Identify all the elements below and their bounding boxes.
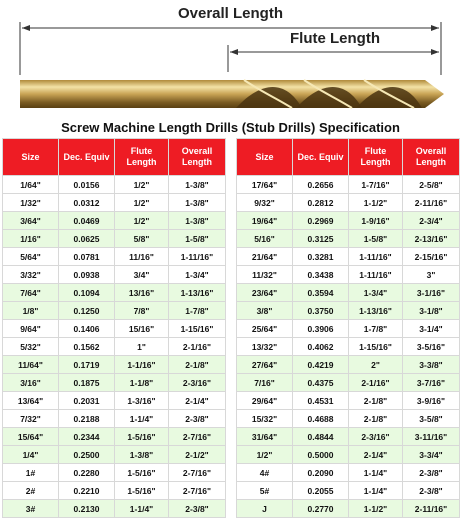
cell-flute-length: 1-7/8" [349,320,403,338]
cell-overall-length: 2-3/4" [403,212,460,230]
cell-overall-length: 1-3/8" [169,176,226,194]
cell-size: 25/64" [237,320,293,338]
table-row [3,230,226,248]
cell-size: 1/2" [237,446,293,464]
cell-dec-equiv: 0.2812 [293,194,349,212]
cell-dec-equiv: 0.3750 [293,302,349,320]
cell-flute-length: 1-1/4" [349,482,403,500]
cell-size: 7/16" [237,374,293,392]
cell-overall-length: 3-1/16" [403,284,460,302]
cell-flute-length: 1-11/16" [349,248,403,266]
cell-size: 15/32" [237,410,293,428]
cell-dec-equiv: 0.1406 [59,320,115,338]
cell-dec-equiv: 0.0156 [59,176,115,194]
cell-overall-length: 2-7/16" [169,428,226,446]
cell-dec-equiv: 0.0625 [59,230,115,248]
cell-dec-equiv: 0.3281 [293,248,349,266]
cell-flute-length: 2-1/8" [349,392,403,410]
table-row [3,320,226,338]
table-row [237,392,460,410]
cell-size: 7/32" [3,410,59,428]
cell-dec-equiv: 0.2770 [293,500,349,518]
cell-size: 1/8" [3,302,59,320]
cell-flute-length: 2" [349,356,403,374]
table-row [237,338,460,356]
cell-dec-equiv: 0.2055 [293,482,349,500]
cell-size: 15/64" [3,428,59,446]
cell-overall-length: 2-11/16" [403,194,460,212]
table-row [237,284,460,302]
cell-overall-length: 1-7/8" [169,302,226,320]
cell-overall-length: 1-3/4" [169,266,226,284]
cell-overall-length: 1-11/16" [169,248,226,266]
cell-size: 5/32" [3,338,59,356]
header-flute-length: Flute Length [115,139,169,176]
table-row [3,500,226,518]
table-row [237,266,460,284]
table-row [237,482,460,500]
cell-overall-length: 2-7/16" [169,464,226,482]
table-row [3,464,226,482]
cell-dec-equiv: 0.3906 [293,320,349,338]
cell-flute-length: 1-1/16" [115,356,169,374]
table-row [3,266,226,284]
cell-dec-equiv: 0.2280 [59,464,115,482]
cell-overall-length: 2-3/16" [169,374,226,392]
cell-dec-equiv: 0.2188 [59,410,115,428]
cell-flute-length: 1-1/8" [115,374,169,392]
table-row [237,410,460,428]
flute-length-label: Flute Length [290,30,380,47]
cell-dec-equiv: 0.2500 [59,446,115,464]
cell-dec-equiv: 0.2656 [293,176,349,194]
cell-flute-length: 1-5/16" [115,464,169,482]
cell-size: J [237,500,293,518]
flute-length-dimension [228,45,439,72]
cell-dec-equiv: 0.3438 [293,266,349,284]
cell-overall-length: 3-5/8" [403,410,460,428]
cell-overall-length: 1-15/16" [169,320,226,338]
table-row [237,176,460,194]
cell-overall-length: 3-3/8" [403,356,460,374]
cell-overall-length: 2-1/2" [169,446,226,464]
cell-overall-length: 1-3/8" [169,194,226,212]
cell-flute-length: 1-5/16" [115,428,169,446]
header-dec-equiv: Dec. Equiv [59,139,115,176]
cell-overall-length: 2-3/8" [403,482,460,500]
cell-overall-length: 3-3/4" [403,446,460,464]
cell-flute-length: 1-13/16" [349,302,403,320]
cell-flute-length: 1/2" [115,212,169,230]
cell-overall-length: 2-3/8" [169,410,226,428]
cell-size: 1/16" [3,230,59,248]
cell-dec-equiv: 0.1250 [59,302,115,320]
cell-flute-length: 1-1/2" [349,500,403,518]
cell-overall-length: 1-5/8" [169,230,226,248]
cell-flute-length: 1-5/8" [349,230,403,248]
cell-flute-length: 1-1/4" [115,500,169,518]
cell-dec-equiv: 0.0938 [59,266,115,284]
cell-size: 3/16" [3,374,59,392]
cell-overall-length: 3" [403,266,460,284]
cell-size: 31/64" [237,428,293,446]
cell-size: 9/32" [237,194,293,212]
header-size: Size [237,139,293,176]
cell-size: 7/64" [3,284,59,302]
table-row [237,212,460,230]
cell-dec-equiv: 0.1562 [59,338,115,356]
cell-overall-length: 3-1/8" [403,302,460,320]
cell-flute-length: 1-1/4" [115,410,169,428]
cell-size: 17/64" [237,176,293,194]
cell-overall-length: 3-9/16" [403,392,460,410]
table-row [3,356,226,374]
cell-overall-length: 2-5/8" [403,176,460,194]
cell-size: 11/32" [237,266,293,284]
cell-size: 3/32" [3,266,59,284]
table-row [3,482,226,500]
cell-overall-length: 3-5/16" [403,338,460,356]
cell-size: 5# [237,482,293,500]
overall-length-dimension [20,22,441,75]
table-row [3,374,226,392]
table-row [3,338,226,356]
cell-dec-equiv: 0.4219 [293,356,349,374]
cell-dec-equiv: 0.4844 [293,428,349,446]
cell-dec-equiv: 0.2210 [59,482,115,500]
table-row [237,230,460,248]
cell-size: 3# [3,500,59,518]
cell-overall-length: 1-13/16" [169,284,226,302]
cell-flute-length: 1-15/16" [349,338,403,356]
table-row [237,248,460,266]
cell-flute-length: 1" [115,338,169,356]
cell-dec-equiv: 0.3594 [293,284,349,302]
cell-flute-length: 2-1/16" [349,374,403,392]
table-row [237,464,460,482]
cell-flute-length: 2-3/16" [349,428,403,446]
cell-size: 5/64" [3,248,59,266]
cell-dec-equiv: 0.2969 [293,212,349,230]
cell-flute-length: 1-5/16" [115,482,169,500]
cell-dec-equiv: 0.4531 [293,392,349,410]
cell-size: 3/64" [3,212,59,230]
cell-flute-length: 1-3/16" [115,392,169,410]
header-overall-length: Overall Length [403,139,460,176]
cell-size: 3/8" [237,302,293,320]
cell-size: 13/32" [237,338,293,356]
cell-overall-length: 2-3/8" [403,464,460,482]
cell-flute-length: 1-7/16" [349,176,403,194]
cell-size: 13/64" [3,392,59,410]
cell-overall-length: 3-11/16" [403,428,460,446]
table-row [3,302,226,320]
drill-bit-image [20,80,444,108]
header-dec-equiv: Dec. Equiv [293,139,349,176]
cell-size: 5/16" [237,230,293,248]
cell-overall-length: 2-15/16" [403,248,460,266]
cell-flute-length: 2-1/8" [349,410,403,428]
table-row [3,446,226,464]
cell-dec-equiv: 0.0469 [59,212,115,230]
cell-dec-equiv: 0.2130 [59,500,115,518]
spec-table-left [2,138,226,518]
cell-flute-length: 1-3/4" [349,284,403,302]
cell-dec-equiv: 0.1719 [59,356,115,374]
cell-flute-length: 1/2" [115,176,169,194]
table-row [237,320,460,338]
header-overall-length: Overall Length [169,139,226,176]
cell-size: 4# [237,464,293,482]
cell-size: 21/64" [237,248,293,266]
cell-overall-length: 2-1/8" [169,356,226,374]
table-row [237,374,460,392]
cell-flute-length: 1-9/16" [349,212,403,230]
table-row [3,194,226,212]
cell-flute-length: 2-1/4" [349,446,403,464]
cell-size: 29/64" [237,392,293,410]
cell-dec-equiv: 0.4688 [293,410,349,428]
table-row [237,446,460,464]
table-row [237,356,460,374]
cell-flute-length: 5/8" [115,230,169,248]
header-size: Size [3,139,59,176]
cell-dec-equiv: 0.3125 [293,230,349,248]
table-row [3,248,226,266]
cell-size: 1# [3,464,59,482]
table-row [3,212,226,230]
table-row [3,410,226,428]
cell-dec-equiv: 0.4375 [293,374,349,392]
cell-dec-equiv: 0.4062 [293,338,349,356]
cell-dec-equiv: 0.2031 [59,392,115,410]
cell-size: 1/64" [3,176,59,194]
cell-size: 1/32" [3,194,59,212]
cell-overall-length: 3-1/4" [403,320,460,338]
cell-dec-equiv: 0.5000 [293,446,349,464]
cell-flute-length: 1/2" [115,194,169,212]
drill-diagram [0,0,461,120]
cell-size: 19/64" [237,212,293,230]
cell-flute-length: 1-3/8" [115,446,169,464]
table-row [237,500,460,518]
cell-size: 27/64" [237,356,293,374]
cell-dec-equiv: 0.0781 [59,248,115,266]
table-row [3,284,226,302]
cell-overall-length: 2-3/8" [169,500,226,518]
table-row [237,428,460,446]
cell-flute-length: 15/16" [115,320,169,338]
cell-flute-length: 11/16" [115,248,169,266]
cell-overall-length: 3-7/16" [403,374,460,392]
cell-flute-length: 3/4" [115,266,169,284]
cell-dec-equiv: 0.1094 [59,284,115,302]
cell-dec-equiv: 0.2090 [293,464,349,482]
spec-table-right [236,138,460,518]
cell-size: 11/64" [3,356,59,374]
table-row [3,392,226,410]
table-row [3,176,226,194]
cell-flute-length: 1-11/16" [349,266,403,284]
cell-size: 1/4" [3,446,59,464]
cell-flute-length: 7/8" [115,302,169,320]
table-row [237,302,460,320]
cell-dec-equiv: 0.2344 [59,428,115,446]
cell-flute-length: 1-1/4" [349,464,403,482]
cell-size: 2# [3,482,59,500]
cell-overall-length: 2-1/16" [169,338,226,356]
cell-size: 9/64" [3,320,59,338]
table-row [3,428,226,446]
cell-size: 23/64" [237,284,293,302]
cell-overall-length: 2-1/4" [169,392,226,410]
cell-flute-length: 13/16" [115,284,169,302]
cell-overall-length: 2-7/16" [169,482,226,500]
cell-dec-equiv: 0.1875 [59,374,115,392]
overall-length-label: Overall Length [177,5,284,22]
table-header-row [237,139,460,176]
cell-overall-length: 2-13/16" [403,230,460,248]
cell-flute-length: 1-1/2" [349,194,403,212]
header-flute-length: Flute Length [349,139,403,176]
spec-title: Screw Machine Length Drills (Stub Drills) Specification [61,120,400,135]
cell-dec-equiv: 0.0312 [59,194,115,212]
table-header-row [3,139,226,176]
cell-overall-length: 2-11/16" [403,500,460,518]
cell-overall-length: 1-3/8" [169,212,226,230]
table-row [237,194,460,212]
